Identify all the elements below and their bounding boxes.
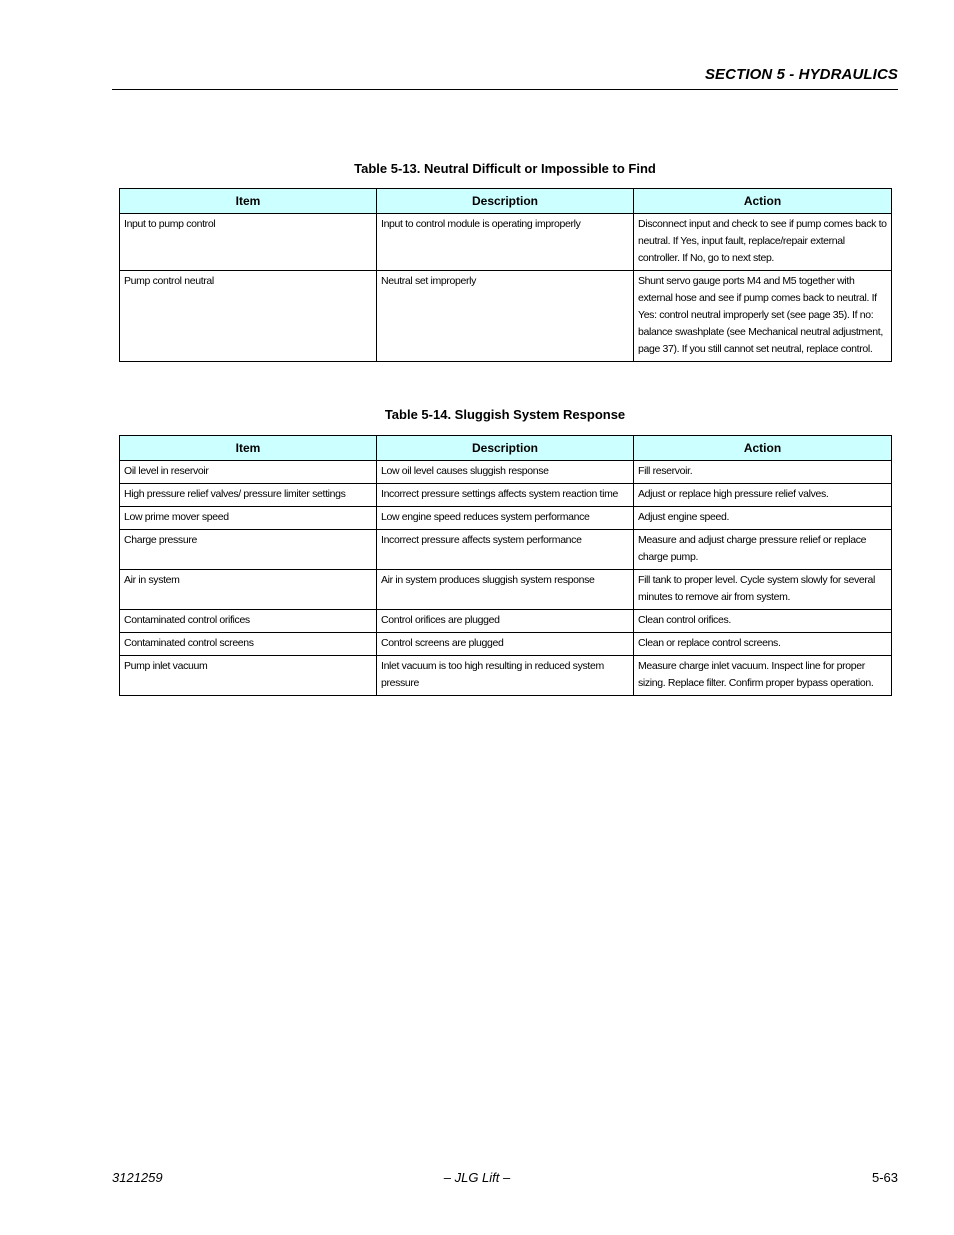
column-header-description: Description — [377, 436, 634, 461]
column-header-item: Item — [120, 189, 377, 214]
cell-item: Pump control neutral — [120, 271, 377, 362]
cell-description: Input to control module is operating improperly — [377, 214, 634, 271]
cell-description: Incorrect pressure settings affects system reaction time — [377, 484, 634, 507]
cell-item: Air in system — [120, 570, 377, 610]
cell-action: Disconnect input and check to see if pump comes back to neutral. If Yes, input fault, replace/repair external controller. If No, go to next step. — [634, 214, 892, 271]
cell-item: Oil level in reservoir — [120, 461, 377, 484]
cell-item: Charge pressure — [120, 530, 377, 570]
cell-action: Clean or replace control screens. — [634, 633, 892, 656]
cell-description: Control screens are plugged — [377, 633, 634, 656]
table-row — [120, 530, 892, 570]
cell-item: Input to pump control — [120, 214, 377, 271]
table-header-row — [120, 436, 892, 461]
cell-action: Measure charge inlet vacuum. Inspect line for proper sizing. Replace filter. Confirm proper bypass operation. — [634, 656, 892, 696]
section-title: SECTION 5 - HYDRAULICS — [704, 66, 898, 83]
table-caption-sluggish: Table 5-14. Sluggish System Response — [384, 407, 626, 422]
cell-description: Low oil level causes sluggish response — [377, 461, 634, 484]
column-header-action: Action — [634, 189, 892, 214]
page-header — [112, 62, 898, 90]
table-row — [120, 214, 892, 271]
cell-item: Low prime mover speed — [120, 507, 377, 530]
table-row — [120, 610, 892, 633]
footer-brand: – JLG Lift – — [443, 1170, 511, 1185]
table-row — [120, 507, 892, 530]
cell-action: Fill reservoir. — [634, 461, 892, 484]
column-header-description: Description — [377, 189, 634, 214]
cell-description: Inlet vacuum is too high resulting in reduced system pressure — [377, 656, 634, 696]
cell-action: Adjust engine speed. — [634, 507, 892, 530]
page-number: 5-63 — [871, 1170, 898, 1185]
cell-description: Air in system produces sluggish system response — [377, 570, 634, 610]
cell-action: Fill tank to proper level. Cycle system slowly for several minutes to remove air from system. — [634, 570, 892, 610]
table-row — [120, 656, 892, 696]
cell-item: High pressure relief valves/ pressure limiter settings — [120, 484, 377, 507]
column-header-action: Action — [634, 436, 892, 461]
cell-description: Incorrect pressure affects system performance — [377, 530, 634, 570]
cell-description: Control orifices are plugged — [377, 610, 634, 633]
sluggish-response-table — [119, 435, 892, 696]
cell-action: Shunt servo gauge ports M4 and M5 together with external hose and see if pump comes back to neutral. If Yes: control neutral improperly set (see page 35). If no: balance swashplate (see Mechanical neutral adjustment, page 37). If you still cannot set neutral, replace control. — [634, 271, 892, 362]
cell-action: Adjust or replace high pressure relief valves. — [634, 484, 892, 507]
cell-item: Contaminated control orifices — [120, 610, 377, 633]
table-row — [120, 484, 892, 507]
table-row — [120, 570, 892, 610]
cell-action: Measure and adjust charge pressure relief or replace charge pump. — [634, 530, 892, 570]
document-number: 3121259 — [112, 1170, 163, 1185]
table-row — [120, 271, 892, 362]
table-caption-neutral: Table 5-13. Neutral Difficult or Impossible to Find — [354, 161, 656, 176]
cell-item: Contaminated control screens — [120, 633, 377, 656]
cell-item: Pump inlet vacuum — [120, 656, 377, 696]
table-row — [120, 461, 892, 484]
neutral-table — [119, 188, 892, 362]
cell-description: Low engine speed reduces system performance — [377, 507, 634, 530]
table-row — [120, 633, 892, 656]
cell-action: Clean control orifices. — [634, 610, 892, 633]
column-header-item: Item — [120, 436, 377, 461]
table-header-row — [120, 189, 892, 214]
cell-description: Neutral set improperly — [377, 271, 634, 362]
